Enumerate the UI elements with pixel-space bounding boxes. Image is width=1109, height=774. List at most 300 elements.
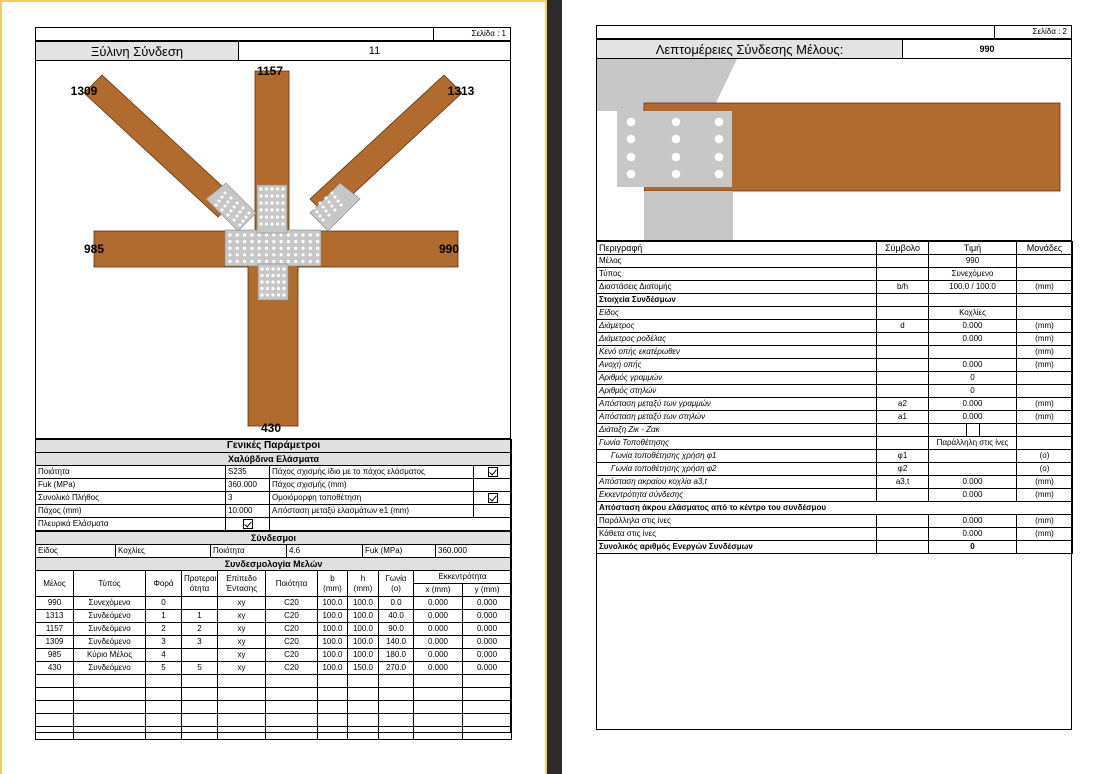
col-angle-unit: (o) bbox=[391, 583, 401, 593]
members-table bbox=[35, 557, 512, 740]
detail-row bbox=[597, 541, 1073, 554]
detail-unit bbox=[1017, 372, 1073, 385]
bolt-hole bbox=[239, 224, 242, 227]
bolt-hole bbox=[281, 201, 284, 204]
bolt-hole bbox=[271, 293, 274, 296]
bolt-hole bbox=[316, 247, 319, 250]
bolt-hole bbox=[236, 215, 239, 218]
bolt-hole bbox=[281, 222, 284, 225]
table-cell: 0.000 bbox=[414, 597, 463, 610]
detail-value bbox=[929, 450, 1017, 463]
page-title: Ξύλινη Σύνδεση bbox=[36, 42, 239, 60]
bolt-hole bbox=[265, 215, 268, 218]
bolt-hole bbox=[301, 233, 304, 236]
col-value: Τιμή bbox=[929, 242, 1017, 255]
col-plane: Επίπεδο bbox=[226, 573, 257, 583]
table-cell: 1313 bbox=[36, 610, 74, 623]
bolt-hole bbox=[239, 211, 242, 214]
bolt-hole bbox=[258, 247, 261, 250]
detail-unit: (mm) bbox=[1017, 489, 1073, 502]
bolt-hole bbox=[271, 287, 274, 290]
bolt-hole bbox=[282, 274, 285, 277]
bolt-hole bbox=[277, 267, 280, 270]
table-cell: 5 bbox=[182, 662, 218, 675]
slot-label: Πάχος σχισμής (mm) bbox=[270, 479, 474, 492]
detail-description: Γωνία τοποθέτησης χρήση φ1 bbox=[597, 450, 877, 463]
detail-symbol: b/h bbox=[877, 281, 929, 294]
bolt-hole bbox=[215, 204, 218, 207]
detail-row bbox=[597, 411, 1073, 424]
detail-unit: (mm) bbox=[1017, 281, 1073, 294]
detail-description: Διάμετρος bbox=[597, 320, 877, 333]
detail-description: Διάταξη Ζικ - Ζακ bbox=[597, 424, 877, 437]
zigzag-checkbox[interactable] bbox=[966, 424, 980, 436]
bolt-hole bbox=[236, 253, 239, 256]
detail-row bbox=[597, 320, 1073, 333]
bolt-hole bbox=[243, 247, 246, 250]
bolt-hole bbox=[250, 247, 253, 250]
table-cell: 0.000 bbox=[463, 623, 512, 636]
col-b: b bbox=[330, 573, 335, 583]
detail-symbol bbox=[877, 437, 929, 450]
detail-symbol: d bbox=[877, 320, 929, 333]
table-cell: Συνδεόμενο bbox=[74, 636, 146, 649]
bolt-hole bbox=[236, 240, 239, 243]
bolt-hole bbox=[266, 267, 269, 270]
detail-value: 0.000 bbox=[929, 411, 1017, 424]
col-priority: Προτεραι bbox=[184, 573, 217, 583]
bolt-hole bbox=[325, 210, 328, 213]
bolt-hole bbox=[265, 247, 268, 250]
bolt-hole bbox=[259, 222, 262, 225]
detail-row bbox=[597, 281, 1073, 294]
total-label: Συνολικό Πλήθος bbox=[36, 492, 226, 505]
table-cell: 100.0 bbox=[348, 597, 379, 610]
table-cell: 150.0 bbox=[348, 662, 379, 675]
bolt-hole bbox=[266, 274, 269, 277]
table-cell bbox=[182, 649, 218, 662]
thick-value: 10.000 bbox=[226, 505, 270, 518]
table-cell: 430 bbox=[36, 662, 74, 675]
bolt-hole bbox=[309, 233, 312, 236]
table-cell: 0.000 bbox=[414, 623, 463, 636]
detail-value bbox=[929, 346, 1017, 359]
uniform-checkbox[interactable] bbox=[474, 492, 512, 505]
bolt-hole bbox=[287, 260, 290, 263]
detail-description: Διάμετρος ροδέλας bbox=[597, 333, 877, 346]
member-label-985: 985 bbox=[83, 242, 105, 256]
table-cell: 985 bbox=[36, 649, 74, 662]
bolt-hole bbox=[294, 253, 297, 256]
bolt-hole bbox=[334, 196, 337, 199]
bolt-hole bbox=[322, 206, 325, 209]
detail-value bbox=[929, 463, 1017, 476]
detail-unit bbox=[1017, 255, 1073, 268]
member-detail-drawing bbox=[597, 59, 1071, 240]
bolt-hole bbox=[265, 194, 268, 197]
header-spacer bbox=[596, 25, 994, 39]
joint-drawing-frame bbox=[35, 61, 511, 439]
detail-value: 0.000 bbox=[929, 398, 1017, 411]
table-cell: C20 bbox=[266, 662, 318, 675]
table-cell: 1157 bbox=[36, 623, 74, 636]
side-plates-checkbox[interactable] bbox=[226, 518, 270, 531]
page-header bbox=[596, 39, 1072, 59]
slot-same-checkbox[interactable] bbox=[474, 466, 512, 479]
table-cell: 100.0 bbox=[348, 649, 379, 662]
detail-row bbox=[597, 398, 1073, 411]
bolt-hole bbox=[294, 233, 297, 236]
fastener-fuk-value: 360.000 bbox=[436, 545, 512, 558]
member-number: 990 bbox=[979, 44, 995, 54]
col-symbol: Σύμβολο bbox=[877, 242, 929, 255]
table-cell: 100.0 bbox=[318, 623, 348, 636]
bolt-hole bbox=[270, 208, 273, 211]
table-cell: 2 bbox=[146, 623, 182, 636]
detail-row bbox=[597, 372, 1073, 385]
table-cell: 100.0 bbox=[318, 649, 348, 662]
table-cell: 0.000 bbox=[414, 636, 463, 649]
bolt-hole bbox=[316, 224, 319, 227]
detail-unit: (mm) bbox=[1017, 411, 1073, 424]
detail-unit: (o) bbox=[1017, 463, 1073, 476]
bolt-hole bbox=[276, 208, 279, 211]
bolt-hole bbox=[242, 220, 245, 223]
blank-cell bbox=[270, 518, 512, 531]
steel-title: Χαλύβδινα Ελάσματα bbox=[36, 453, 512, 466]
table-cell: 40.0 bbox=[379, 610, 414, 623]
bolt-hole bbox=[259, 201, 262, 204]
detail-description: Απόσταση άκρου ελάσματος από το κέντρο του συνδέσμου bbox=[597, 502, 1073, 515]
detail-description: Κενό οπής εκατέρωθεν bbox=[597, 346, 877, 359]
fastener-type-label: Είδος bbox=[36, 545, 116, 558]
fastener-quality-label: Ποιότητα bbox=[211, 545, 287, 558]
table-cell: 100.0 bbox=[318, 636, 348, 649]
member-label-1157: 1157 bbox=[256, 64, 284, 78]
table-cell: 0 bbox=[146, 597, 182, 610]
bolt-hole bbox=[316, 211, 319, 214]
report-page-2 bbox=[562, 0, 1109, 774]
bolt-hole bbox=[316, 240, 319, 243]
bolt-hole bbox=[270, 222, 273, 225]
detail-row bbox=[597, 359, 1073, 372]
table-cell: 5 bbox=[146, 662, 182, 675]
header-spacer bbox=[35, 27, 433, 41]
empty-row bbox=[36, 688, 512, 701]
bolt-hole bbox=[228, 233, 231, 236]
bolt-hole bbox=[260, 267, 263, 270]
detail-symbol: a1 bbox=[877, 411, 929, 424]
table-row bbox=[36, 662, 512, 675]
bolt-hole bbox=[325, 197, 328, 200]
bolt-hole bbox=[715, 118, 724, 127]
table-cell: Συνδεόμενο bbox=[74, 610, 146, 623]
detail-value: 0.000 bbox=[929, 359, 1017, 372]
detail-symbol bbox=[877, 541, 929, 554]
table-row bbox=[36, 610, 512, 623]
detail-symbol bbox=[877, 307, 929, 320]
detail-value: Συνεχόμενο bbox=[929, 268, 1017, 281]
empty-row bbox=[36, 714, 512, 727]
detail-unit: (mm) bbox=[1017, 476, 1073, 489]
bolt-hole bbox=[233, 206, 236, 209]
table-cell: 1 bbox=[146, 610, 182, 623]
bolt-hole bbox=[248, 212, 251, 215]
bolt-hole bbox=[258, 253, 261, 256]
general-title: Γενικές Παράμετροι bbox=[36, 440, 512, 453]
col-eccentricity: Εκκεντρότητα bbox=[414, 571, 512, 584]
bolt-hole bbox=[230, 197, 233, 200]
bolt-hole bbox=[243, 253, 246, 256]
bolt-hole bbox=[236, 202, 239, 205]
detail-row bbox=[597, 476, 1073, 489]
bolt-hole bbox=[672, 153, 681, 162]
bolt-hole bbox=[243, 260, 246, 263]
bolt-hole bbox=[309, 247, 312, 250]
detail-value: 0 bbox=[929, 541, 1017, 554]
col-member: Μέλος bbox=[36, 571, 74, 597]
general-params-table bbox=[35, 439, 512, 531]
col-y: y (mm) bbox=[463, 584, 512, 597]
bolt-hole bbox=[265, 240, 268, 243]
bolt-hole bbox=[266, 293, 269, 296]
joint-drawing bbox=[36, 61, 510, 438]
detail-row bbox=[597, 437, 1073, 450]
bolt-hole bbox=[265, 187, 268, 190]
detail-description: Γωνία τοποθέτησης χρήση φ2 bbox=[597, 463, 877, 476]
bolt-hole bbox=[271, 280, 274, 283]
bolt-hole bbox=[260, 274, 263, 277]
bolt-hole bbox=[294, 240, 297, 243]
detail-value bbox=[929, 294, 1017, 307]
bolt-hole bbox=[271, 274, 274, 277]
bolt-hole bbox=[280, 260, 283, 263]
fuk-label: Fuk (MPa) bbox=[36, 479, 226, 492]
bolt-hole bbox=[258, 260, 261, 263]
quality-label: Ποιότητα bbox=[36, 466, 226, 479]
bolt-hole bbox=[258, 233, 261, 236]
detail-description: Στοιχεία Συνδέσμων bbox=[597, 294, 877, 307]
detail-row bbox=[597, 385, 1073, 398]
bolt-hole bbox=[245, 216, 248, 219]
detail-unit: (mm) bbox=[1017, 515, 1073, 528]
table-cell: 0.000 bbox=[414, 649, 463, 662]
detail-row bbox=[597, 294, 1073, 307]
bolt-hole bbox=[270, 201, 273, 204]
col-units: Μονάδες bbox=[1017, 242, 1073, 255]
bolt-hole bbox=[242, 207, 245, 210]
bolt-hole bbox=[316, 253, 319, 256]
bolt-hole bbox=[265, 208, 268, 211]
page-title: Λεπτομέρειες Σύνδεσης Μέλους: bbox=[597, 40, 903, 58]
bolt-hole bbox=[672, 118, 681, 127]
bolt-hole bbox=[270, 215, 273, 218]
connection-number: 11 bbox=[368, 45, 381, 57]
bolt-hole bbox=[310, 216, 313, 219]
fasteners-title: Σύνδεσμοι bbox=[36, 532, 512, 545]
detail-symbol bbox=[877, 385, 929, 398]
detail-symbol bbox=[877, 255, 929, 268]
table-cell: 1309 bbox=[36, 636, 74, 649]
detail-unit bbox=[1017, 385, 1073, 398]
detail-row bbox=[597, 450, 1073, 463]
table-cell: 0.000 bbox=[463, 662, 512, 675]
bolt-hole bbox=[313, 220, 316, 223]
col-h: h bbox=[360, 573, 366, 583]
detail-table bbox=[596, 241, 1073, 554]
col-quality: Ποιότητα bbox=[266, 571, 318, 597]
detail-description: Απόσταση μεταξύ των στηλών bbox=[597, 411, 877, 424]
detail-description: Κάθετα στις ίνες bbox=[597, 528, 877, 541]
bolt-hole bbox=[277, 280, 280, 283]
bolt-hole bbox=[309, 260, 312, 263]
bolt-hole bbox=[277, 293, 280, 296]
detail-unit: (o) bbox=[1017, 450, 1073, 463]
member-label-430: 430 bbox=[260, 421, 282, 435]
side-plates-label: Πλευρικά Ελάσματα bbox=[36, 518, 226, 531]
bolt-hole bbox=[280, 247, 283, 250]
bolt-hole bbox=[265, 260, 268, 263]
bolt-hole bbox=[282, 287, 285, 290]
table-cell: 180.0 bbox=[379, 649, 414, 662]
detail-unit: (mm) bbox=[1017, 398, 1073, 411]
detail-row bbox=[597, 515, 1073, 528]
table-cell: 990 bbox=[36, 597, 74, 610]
dist-label: Απόσταση μεταξύ ελασμάτων e1 (mm) bbox=[270, 505, 474, 518]
bolt-hole bbox=[271, 267, 274, 270]
quality-value: S235 bbox=[226, 466, 270, 479]
bolt-hole bbox=[266, 287, 269, 290]
detail-row bbox=[597, 463, 1073, 476]
table-cell: 100.0 bbox=[348, 610, 379, 623]
bolt-hole bbox=[280, 253, 283, 256]
bolt-hole bbox=[272, 260, 275, 263]
fastener-type-value: Κοχλίες bbox=[116, 545, 211, 558]
table-cell: 270.0 bbox=[379, 662, 414, 675]
col-priority-2: ότητα bbox=[189, 583, 210, 593]
detail-value: 0.000 bbox=[929, 476, 1017, 489]
table-cell: 100.0 bbox=[318, 597, 348, 610]
bolt-hole bbox=[228, 247, 231, 250]
table-cell: 100.0 bbox=[348, 623, 379, 636]
table-cell: C20 bbox=[266, 610, 318, 623]
bolt-hole bbox=[228, 253, 231, 256]
table-cell: 100.0 bbox=[348, 636, 379, 649]
bolt-hole bbox=[627, 118, 636, 127]
detail-symbol bbox=[877, 346, 929, 359]
bolt-hole bbox=[627, 170, 636, 179]
detail-description: Παράλληλα στις ίνες bbox=[597, 515, 877, 528]
table-cell: Συνδεόμενο bbox=[74, 662, 146, 675]
bolt-hole bbox=[230, 210, 233, 213]
detail-value: 0.000 bbox=[929, 515, 1017, 528]
page-number: Σελίδα : 2 bbox=[994, 25, 1072, 39]
bolt-hole bbox=[331, 192, 334, 195]
bolt-hole bbox=[224, 192, 227, 195]
bolt-hole bbox=[243, 233, 246, 236]
detail-description: Είδος bbox=[597, 307, 877, 320]
bolt-hole bbox=[301, 260, 304, 263]
detail-description: Απόσταση μεταξύ των γραμμών bbox=[597, 398, 877, 411]
bolt-hole bbox=[627, 153, 636, 162]
bolt-hole bbox=[337, 200, 340, 203]
bolt-hole bbox=[270, 187, 273, 190]
detail-symbol bbox=[877, 372, 929, 385]
bolt-hole bbox=[259, 215, 262, 218]
col-x: x (mm) bbox=[414, 584, 463, 597]
table-cell bbox=[182, 597, 218, 610]
detail-description: Διαστάσεις Διατομής bbox=[597, 281, 877, 294]
table-cell: xy bbox=[218, 597, 266, 610]
bolt-hole bbox=[287, 247, 290, 250]
bolt-hole bbox=[224, 205, 227, 208]
detail-value bbox=[929, 424, 1017, 437]
detail-unit: (mm) bbox=[1017, 359, 1073, 372]
bolt-hole bbox=[672, 135, 681, 144]
detail-unit: (mm) bbox=[1017, 528, 1073, 541]
table-cell: xy bbox=[218, 610, 266, 623]
col-h-unit: (mm) bbox=[353, 583, 373, 593]
bolt-hole bbox=[250, 253, 253, 256]
col-plane-2: Έντασης bbox=[225, 583, 258, 593]
table-cell: C20 bbox=[266, 636, 318, 649]
bolt-hole bbox=[221, 196, 224, 199]
bolt-hole bbox=[266, 280, 269, 283]
detail-row bbox=[597, 333, 1073, 346]
detail-value: 100.0 / 100.0 bbox=[929, 281, 1017, 294]
table-row bbox=[36, 623, 512, 636]
bolt-hole bbox=[301, 240, 304, 243]
bolt-hole bbox=[328, 214, 331, 217]
bolt-hole bbox=[265, 201, 268, 204]
detail-value: 0.000 bbox=[929, 528, 1017, 541]
detail-symbol: φ2 bbox=[877, 463, 929, 476]
fuk-value: 360.000 bbox=[226, 479, 270, 492]
bolt-hole bbox=[294, 247, 297, 250]
dist-value bbox=[474, 505, 512, 518]
bolt-hole bbox=[301, 247, 304, 250]
bolt-hole bbox=[260, 293, 263, 296]
page-number: Σελίδα : 1 bbox=[433, 27, 511, 41]
bolt-hole bbox=[316, 260, 319, 263]
detail-symbol bbox=[877, 528, 929, 541]
detail-unit bbox=[1017, 268, 1073, 281]
bolt-hole bbox=[301, 253, 304, 256]
detail-unit bbox=[1017, 307, 1073, 320]
table-cell: 3 bbox=[182, 636, 218, 649]
bolt-hole bbox=[221, 209, 224, 212]
table-cell: C20 bbox=[266, 649, 318, 662]
bolt-hole bbox=[280, 233, 283, 236]
bolt-hole bbox=[243, 240, 246, 243]
detail-unit bbox=[1017, 294, 1073, 307]
detail-row bbox=[597, 424, 1073, 437]
fastener-fuk-label: Fuk (MPa) bbox=[363, 545, 436, 558]
bolt-hole bbox=[340, 204, 343, 207]
bolt-hole bbox=[233, 219, 236, 222]
empty-row bbox=[36, 727, 512, 740]
table-row bbox=[36, 636, 512, 649]
bolt-hole bbox=[236, 260, 239, 263]
bolt-hole bbox=[287, 240, 290, 243]
table-cell: Συνεχόμενο bbox=[74, 597, 146, 610]
bolt-hole bbox=[287, 253, 290, 256]
bolt-hole bbox=[260, 287, 263, 290]
bolt-hole bbox=[282, 293, 285, 296]
col-type: Τύπος bbox=[74, 571, 146, 597]
detail-row bbox=[597, 502, 1073, 515]
bolt-hole bbox=[272, 247, 275, 250]
